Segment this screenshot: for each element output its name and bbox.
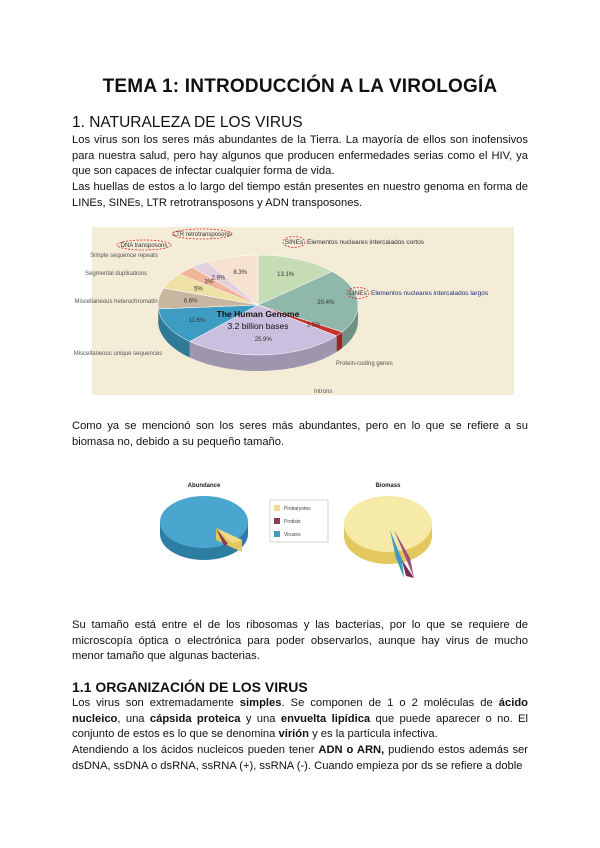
text-run: . Se componen de 1 o 2 moléculas de	[281, 697, 499, 709]
paragraph: Como ya se mencionó son los seres más abundantes, pero en lo que se refiere a su biomasa no, debido a su pequeño tamaño.	[72, 420, 528, 448]
abundance-title: Abundance	[187, 483, 221, 489]
genome-value-label-4: 11.6%	[188, 317, 206, 324]
bold-adn-arn: ADN o ARN,	[318, 744, 385, 756]
human-genome-chart	[73, 227, 514, 395]
label-segmental: Segmental duplications	[84, 271, 148, 277]
bold-virion: virión	[278, 728, 309, 741]
paragraph: Su tamaño está entre el de los ribosomas y las bacterias, por lo que se requiere de microscopía óptica o electrónica para poder observarlos, aunque hay virus de mucho menor tamaño que algunas bacterias.	[72, 619, 528, 663]
label-unique-seq: Miscellaneous unique sequences	[73, 351, 163, 357]
text-run: y una	[240, 712, 281, 725]
genome-center-title: The Human Genome	[216, 309, 300, 319]
ltr-label: LTR retrotransposons	[173, 232, 231, 238]
paragraph: Las huellas de estos a lo largo del tiempo están presentes en nuestro genoma en forma de LINEs, SINEs, LTR retrotransposons y ADN transposones.	[72, 181, 528, 209]
text-run: que puede aparecer o no. El conjunto de estos es lo que se denomina	[72, 712, 529, 741]
bold-simples: simples	[239, 697, 282, 709]
paragraph-acidos	[72, 743, 528, 774]
section-heading: 1. NATURALEZA DE LOS VIRUS	[72, 114, 303, 131]
sines-description: Elementos nucleares intercalados cortos	[307, 239, 425, 246]
biomass-title: Biomass	[375, 483, 401, 489]
sines-label: SINEs	[284, 239, 304, 246]
legend-swatch-protists	[274, 518, 280, 524]
legend-protists: Protists	[284, 519, 301, 525]
abundance-biomass-figure	[158, 480, 444, 582]
biomass-prokaryotes-slice	[344, 496, 432, 552]
page-title: TEMA 1: INTRODUCCIÓN A LA VIROLOGÍA	[102, 76, 498, 97]
text-run: y es la partícula infectiva.	[308, 728, 438, 741]
genome-value-label-5: 6.6%	[183, 298, 198, 305]
lines-label: LINEs	[349, 290, 367, 297]
genome-value-label-0: 13.1%	[277, 271, 295, 278]
legend-swatch-prokaryotes	[274, 505, 280, 511]
human-genome-figure	[73, 227, 514, 395]
legend-swatch-viruses	[274, 531, 280, 537]
bold-envuelta: envuelta lipídica	[280, 712, 371, 725]
genome-value-label-8: 2.9%	[211, 275, 226, 282]
genome-value-label-2: 1.5%	[306, 322, 321, 329]
text-run: Los virus son extremadamente	[72, 697, 240, 709]
genome-center-subtitle: 3.2 billion bases	[227, 321, 289, 331]
paragraph-organizacion	[72, 696, 528, 743]
legend-prokaryotes: Prokaryotes	[284, 506, 311, 512]
lines-description: Elementos nucleares intercalados largos	[371, 290, 489, 297]
genome-value-label-1: 20.4%	[317, 300, 335, 307]
dna-label: DNA transposons	[120, 243, 168, 249]
subsection-heading: 1.1 ORGANIZACIÓN DE LOS VIRUS	[72, 679, 308, 695]
genome-value-label-3: 25.9%	[254, 336, 272, 343]
label-heterochromatin: Miscellaneous heterochromatin	[74, 299, 158, 305]
bold-acido-nucleico: ácido nucleico	[72, 697, 528, 725]
label-protein-coding: Protein-coding genes	[336, 361, 393, 367]
paragraph: Los virus son los seres más abundantes de la Tierra. La mayoría de ellos son inofensivos para nuestra salud, pero hay algunos que producen enfermedades serias como el HIV, ya que son capaces de infectar cualquier forma de vida.	[72, 134, 528, 178]
genome-value-label-6: 5%	[194, 286, 203, 293]
bold-capsida: cápsida proteica	[149, 712, 241, 725]
label-simple-seq: Simple sequence repeats	[90, 253, 158, 259]
text-run: pudiendo estos además ser dsDNA, ssDNA o dsRNA, ssRNA (+), ssRNA (-). Cuando empieza por ds se refiere a doble	[72, 744, 529, 772]
genome-value-label-9: 8.3%	[233, 270, 248, 277]
legend-viruses: Viruses	[284, 532, 301, 538]
text-run: Atendiendo a los ácidos nucleicos pueden tener	[72, 744, 319, 756]
abundance-biomass-chart	[158, 480, 444, 582]
genome-value-label-7: 3%	[204, 279, 214, 286]
text-run: , una	[117, 712, 150, 725]
label-introns: Introns	[314, 389, 333, 395]
